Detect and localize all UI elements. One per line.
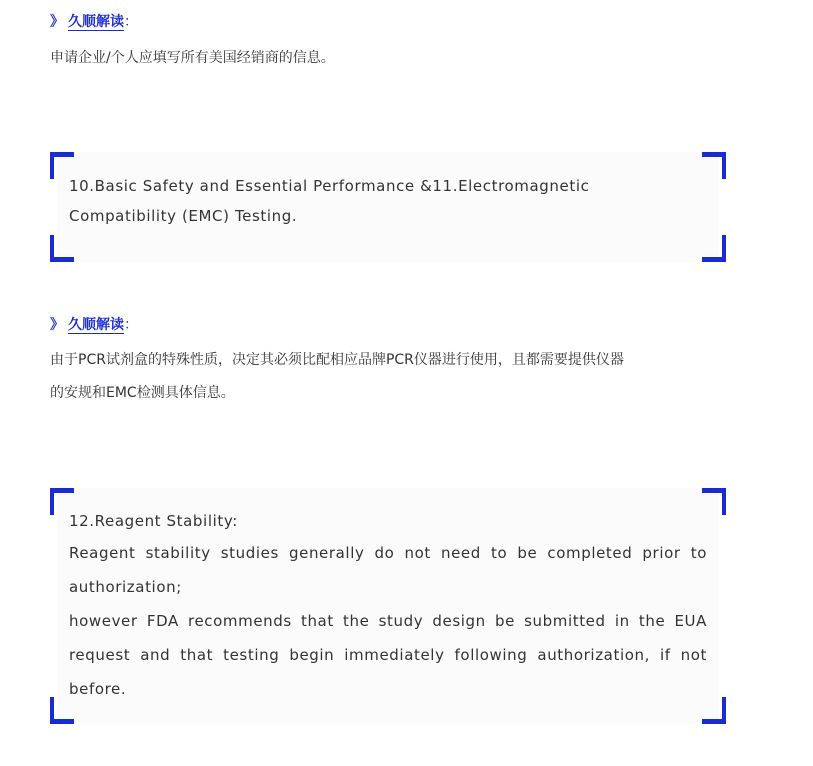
paragraph-line: 的安规和EMC检测具体信息。 (50, 385, 235, 401)
heading-title: 久顺解读 (68, 14, 124, 30)
quote-line: Reagent stability studies generally do not need to be completed prior to (69, 544, 707, 562)
heading-mark: 》 (50, 317, 64, 333)
paragraph-1: 申请企业/个人应填写所有美国经销商的信息。 (50, 50, 335, 66)
paragraph-line: 由于PCR试剂盒的特殊性质，决定其必须比配相应品牌PCR仪器进行使用，且都需要提供仪器 (50, 352, 624, 368)
quote-box-2 (50, 488, 726, 724)
quote-line: Compatibility (EMC) Testing. (69, 207, 298, 225)
heading-mark: 》 (50, 14, 64, 30)
heading-colon: ： (124, 317, 138, 333)
heading-colon: ： (124, 14, 138, 30)
quote-box-1 (50, 152, 726, 262)
quote-text-2 (69, 506, 707, 706)
paragraph-2 (50, 344, 730, 410)
quote-line: before. (69, 680, 127, 698)
quote-line: 10.Basic Safety and Essential Performance &11.Electromagnetic (69, 177, 590, 195)
quote-line: authorization; (69, 578, 182, 596)
quote-text-1 (69, 171, 707, 231)
quote-line: however FDA recommends that the study design be submitted in the EUA (69, 612, 707, 630)
section-heading-2 (50, 315, 138, 335)
corner-bracket-icon (702, 235, 726, 262)
section-heading-1 (50, 12, 138, 32)
corner-bracket-icon (50, 235, 74, 262)
quote-line: request and that testing begin immediately following authorization, if not (69, 646, 707, 664)
heading-title: 久顺解读 (68, 317, 124, 333)
quote-line: 12.Reagent Stability: (69, 512, 238, 530)
